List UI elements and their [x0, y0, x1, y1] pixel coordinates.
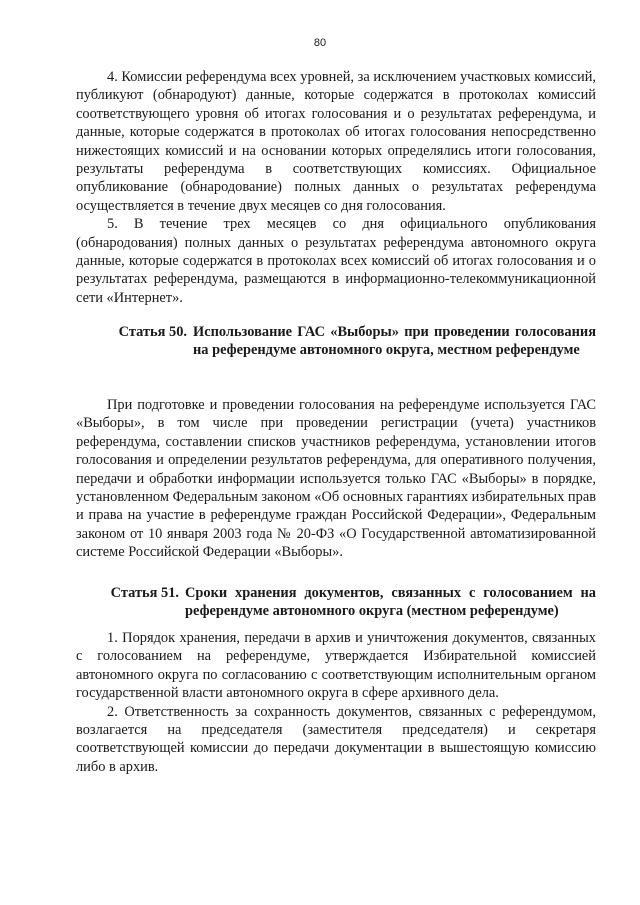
article-51-body — [76, 629, 596, 776]
paragraph-item-4: 4. Комиссии референдума всех уровней, за исключением участковых комиссий, публикуют (обнародуют) данные, которые содержатся в протоколах комиссий соответствующего уровня об итогах голосования и о результатах референдума, и данные, которые содержатся в протоколах об итогах голосования непосредственно нижестоящих комиссий и на основании которых определялись итоги голосования, результаты референдума в соответствующих комиссиях. Официальное опубликование (обнародование) полных данных о результатах референдума осуществляется в течение двух месяцев со дня голосования. — [76, 69, 596, 214]
paragraph-item-1: 1. Порядок хранения, передачи в архив и уничтожения документов, связанных с голосованием на референдуме, утверждается Избирательной комиссией автономного округа по согласованию с соответствующим исполнительным органом государственной власти автономного округа в сфере архивного дела. — [76, 630, 596, 702]
paragraph-item-5: 5. В течение трех месяцев со дня официального опубликования (обнародования) полных данных о результатах референдума автономного округа данные, которые содержатся в протоколах всех комиссий об итогах голосования и о результатах референдума, размещаются в информационно-телекоммуникационной сети «Интернет». — [76, 216, 596, 306]
article-50-heading — [76, 323, 596, 360]
article-51-heading — [76, 584, 596, 621]
article-50-number: Статья 50. — [118, 324, 187, 340]
page-number: 80 — [313, 37, 327, 49]
article-50-title: Использование ГАС «Выборы» при проведении голосования на референдуме автономного округа, местном референдуме — [193, 324, 596, 359]
article-50-paragraph: При подготовке и проведении голосования на референдуме используется ГАС «Выборы», в том числе при проведении регистрации (учета) участников референдума, составлении списков участников референдума, установлении итогов голосования и определении результатов референдума, для оперативного получения, передачи и обработки информации используется только ГАС «Выборы» в порядке, установленном Федеральным законом «Об основных гарантиях избирательных прав и права на участие в референдуме граждан Российской Федерации», Федеральным законом от 10 января 2003 года № 20-ФЗ «О Государственной автоматизированной системе Российской Федерации «Выборы». — [76, 397, 596, 561]
paragraph-item-2: 2. Ответственность за сохранность документов, связанных с референдумом, возлагается на председателя (заместителя председателя) и секретаря соответствующей комиссии до передачи документации в вышестоящую комиссию либо в архив. — [76, 703, 596, 775]
article-51-number: Статья 51. — [110, 585, 179, 601]
article-51-title: Сроки хранения документов, связанных с голосованием на референдуме автономного округа (местном референдуме) — [185, 585, 596, 620]
article-50-body — [76, 396, 596, 562]
article-49-continuation — [76, 68, 596, 307]
